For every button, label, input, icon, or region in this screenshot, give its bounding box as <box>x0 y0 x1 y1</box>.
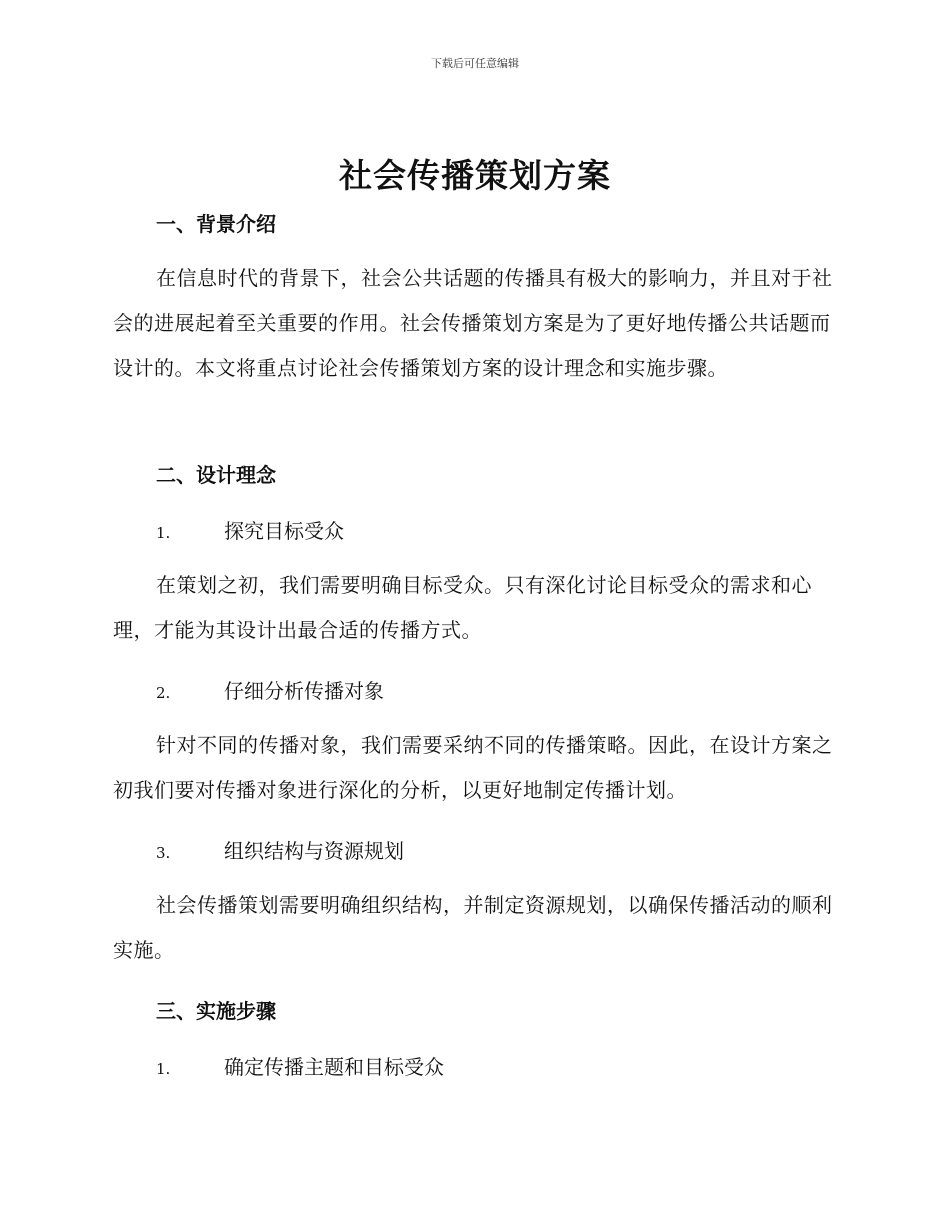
paragraph-background: 在信息时代的背景下，社会公共话题的传播具有极大的影响力，并且对于社会的进展起着至关重要的作用。社会传播策划方案是为了更好地传播公共话题而设计的。本文将重点讨论社会传播策划方案的设计理念和实施步骤。 <box>113 266 833 380</box>
paragraph: 在策划之初，我们需要明确目标受众。只有深化讨论目标受众的需求和心理，才能为其设计出最合适的传播方式。 <box>113 573 812 642</box>
header-note: 下载后可任意编辑 <box>431 57 519 70</box>
list-item-label: 探究目标受众 <box>224 519 344 543</box>
section-heading-background: 一、背景介绍 <box>156 212 276 236</box>
list-item-label: 确定传播主题和目标受众 <box>224 1055 444 1079</box>
list-item <box>156 835 404 864</box>
list-item <box>156 515 344 544</box>
document-title: 社会传播策划方案 <box>339 156 611 195</box>
paragraph: 针对不同的传播对象，我们需要采纳不同的传播策略。因此，在设计方案之初我们要对传播对象进行深化的分析，以更好地制定传播计划。 <box>113 733 833 802</box>
list-item <box>156 675 384 704</box>
list-item-number: 1. <box>156 524 171 542</box>
list-item-number: 2. <box>156 684 171 702</box>
section-heading-implementation-steps: 三、实施步骤 <box>156 999 276 1023</box>
list-item-number: 1. <box>156 1060 171 1078</box>
list-item-label: 仔细分析传播对象 <box>224 679 384 703</box>
list-item-label: 组织结构与资源规划 <box>224 839 404 863</box>
list-item <box>156 1051 444 1080</box>
list-item-number: 3. <box>156 844 171 862</box>
section-heading-design-concept: 二、设计理念 <box>156 463 276 487</box>
paragraph: 社会传播策划需要明确组织结构，并制定资源规划，以确保传播活动的顺利实施。 <box>113 893 833 962</box>
